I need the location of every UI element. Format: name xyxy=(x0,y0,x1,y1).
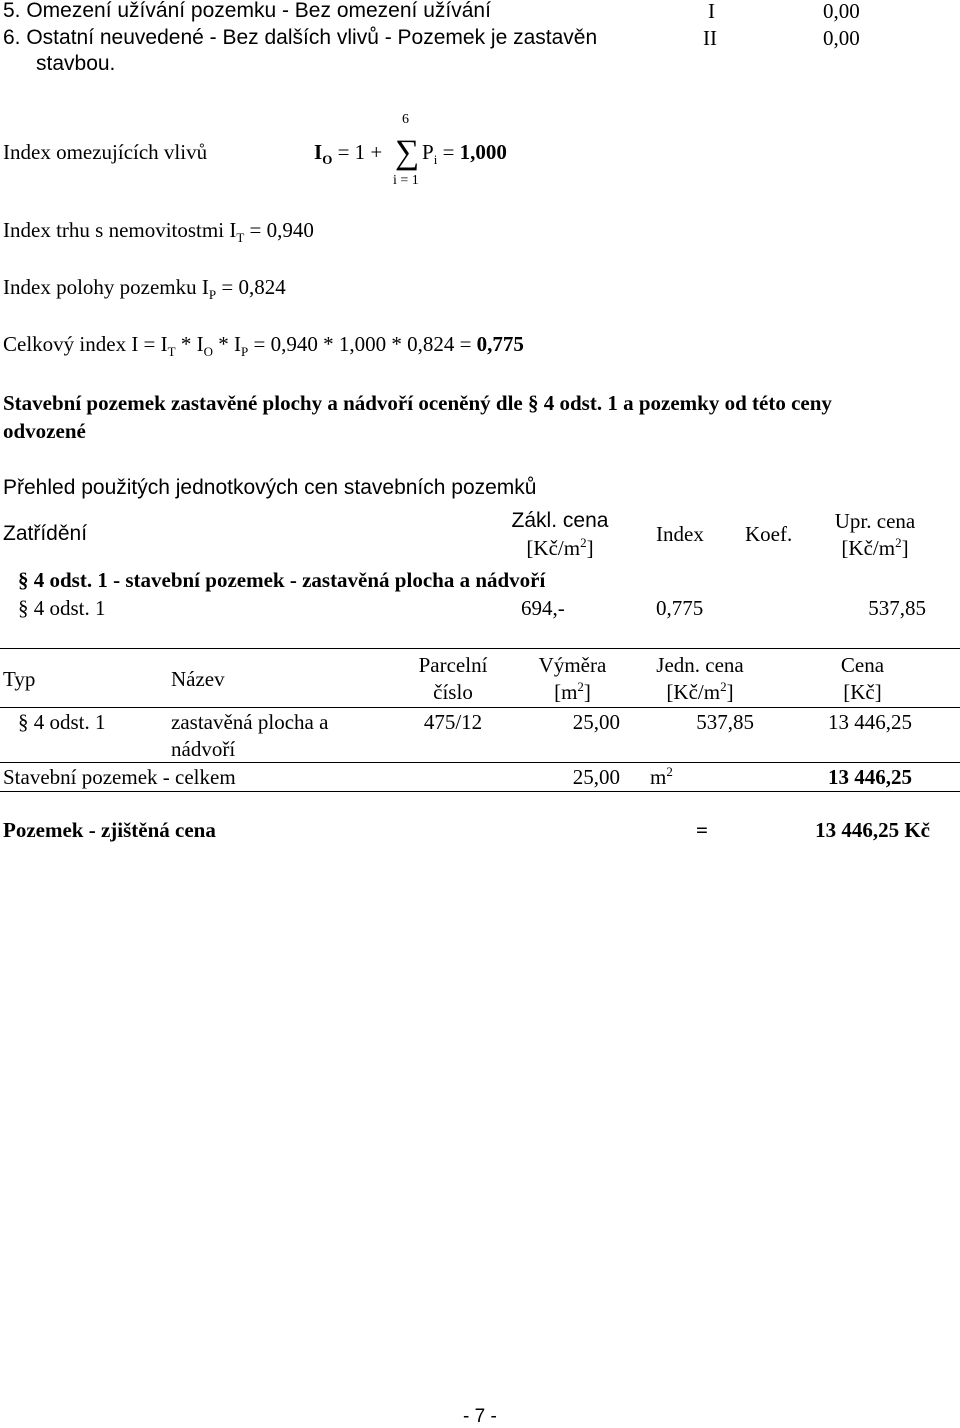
final-value: 13 446,25 Kč xyxy=(815,818,930,842)
th-nazev: Název xyxy=(171,667,225,691)
total-unit: $m^2$ xyxy=(650,764,673,789)
row-nazev-1: zastavěná plocha a xyxy=(171,710,329,734)
th-parcel-1: Parcelní xyxy=(418,653,488,677)
th-jedn-1: Jedn. cena xyxy=(656,653,744,677)
final-label: Pozemek - zjištěná cena xyxy=(3,818,216,842)
index-omez-result: $P_i = 1,000$ xyxy=(422,140,507,168)
final-eq: = xyxy=(696,818,708,842)
prehled-row-index: 0,775 xyxy=(656,596,704,620)
page-number: - 7 - xyxy=(463,1406,497,1427)
th-typ: Typ xyxy=(3,667,36,691)
limit-5-class: I xyxy=(708,0,715,23)
prehled-row-upr: 537,85 xyxy=(868,596,926,620)
celkovy-index: Celkový index $I = I_T * I_O * I_P = 0,940 * 1,000 * 0,824 = 0,775$ xyxy=(3,332,524,360)
index-omez-formula: $I_O = 1$ + xyxy=(314,140,383,168)
index-omez-label: Index omezujících vlivů xyxy=(3,140,208,164)
col-upr-1: Upr. cena xyxy=(834,509,916,533)
total-top-rule xyxy=(0,762,960,763)
col-zakl-2: $[Kč/m^2]$ xyxy=(526,535,594,560)
th-jedn-2: $[Kč/m^2]$ xyxy=(666,679,734,704)
index-trhu: Index trhu s nemovitostmi $I_T = 0,940$ xyxy=(3,218,314,246)
table-top-rule xyxy=(0,648,960,649)
col-koef: Koef. xyxy=(745,522,793,546)
total-label: Stavební pozemek - celkem xyxy=(3,765,236,789)
row-vymera: 25,00 xyxy=(572,710,620,734)
col-zatrideni: Zatřídění xyxy=(3,522,88,545)
sum-top: 6 xyxy=(402,112,409,127)
prehled-row-zakl: 694,- xyxy=(521,596,565,620)
limit-6-class: II xyxy=(703,26,717,50)
table-header-rule xyxy=(0,707,960,708)
prehled-row-zatrideni: § 4 odst. 1 xyxy=(18,596,106,620)
th-vymera-2: $[m^2]$ xyxy=(554,679,591,704)
row-cena: 13 446,25 xyxy=(828,710,912,734)
th-cena-1: Cena xyxy=(840,653,885,677)
sum-bottom: i = 1 xyxy=(393,173,419,188)
sum-symbol: ∑ xyxy=(395,134,420,171)
section-heading-cont: odvozené xyxy=(3,419,86,443)
limit-6-text-cont: stavbou. xyxy=(36,52,116,75)
row-parcel: 475/12 xyxy=(423,710,483,734)
th-cena-2: [Kč] xyxy=(843,680,882,704)
row-nazev-2: nádvoří xyxy=(171,737,236,761)
index-polohy: Index polohy pozemku $I_P = 0,824$ xyxy=(3,275,286,303)
prehled-title: Přehled použitých jednotkových cen stavebních pozemků xyxy=(3,476,537,499)
total-bottom-rule xyxy=(0,791,960,792)
total-vymera: 25,00 xyxy=(572,765,620,789)
section-heading: Stavební pozemek zastavěné plochy a nádvoří oceněný dle § 4 odst. 1 a pozemky od této ceny xyxy=(3,391,832,415)
limit-6-text: 6. Ostatní neuvedené - Bez dalších vlivů - Pozemek je zastavěn xyxy=(3,26,598,49)
limit-5-text: 5. Omezení užívání pozemku - Bez omezení užívání xyxy=(3,0,491,22)
th-vymera-1: Výměra xyxy=(538,653,607,677)
col-upr-2: $[Kč/m^2]$ xyxy=(841,535,909,560)
row-typ: § 4 odst. 1 xyxy=(18,710,106,734)
prehled-group: § 4 odst. 1 - stavební pozemek - zastavěná plocha a nádvoří xyxy=(18,568,546,592)
th-parcel-2: číslo xyxy=(433,680,473,704)
limit-5-value: 0,00 xyxy=(823,0,860,23)
row-jedn: 537,85 xyxy=(696,710,754,734)
limit-6-value: 0,00 xyxy=(823,26,860,50)
total-cena: 13 446,25 xyxy=(828,765,912,789)
col-zakl-1: Zákl. cena xyxy=(511,509,609,532)
col-index: Index xyxy=(656,522,704,546)
